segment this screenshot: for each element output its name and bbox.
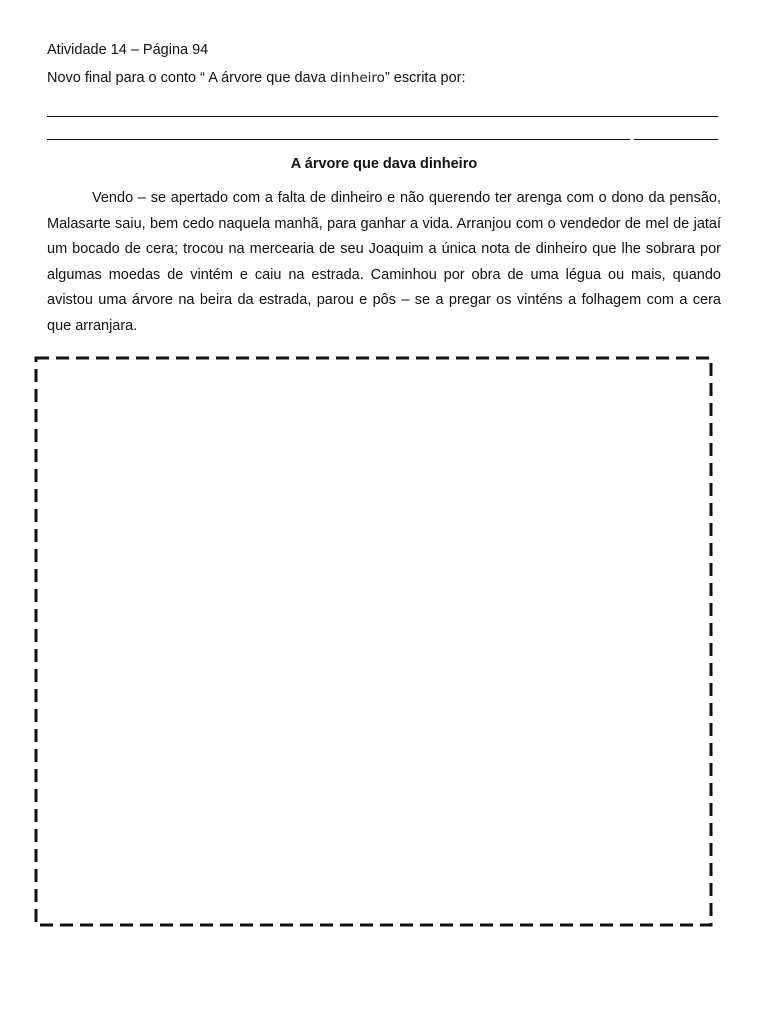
author-name-line-2[interactable] [47,139,718,140]
assignment-story-word: dinheiro [329,70,385,86]
activity-title: Atividade 14 – Página 94 [47,42,209,58]
author-name-line-1[interactable] [47,116,718,117]
assignment-prefix: Novo final para o conto “ A árvore que dava [47,70,330,86]
story-paragraph: Vendo – se apertado com a falta de dinheiro e não querendo ter arenga com o dono da pensão, Malasarte saiu, bem cedo naquela manhã, para ganhar a vida. Arranjou com o vendedor de mel de jataí um bocado de cera; trocou na mercearia de seu Joaquim a única nota de dinheiro que lhe sobrara por algumas moedas de vintém e caiu na estrada. Caminhou por obra de uma légua ou mais, quando avistou uma árvore na beira da estrada, parou e pôs – se a pregar os vinténs a folhagem com a cera que arranjara. [47,190,721,334]
dashed-border [36,358,711,925]
story-title: A árvore que dava dinheiro [290,156,478,172]
line-gap [630,138,634,141]
assignment-line [47,69,466,87]
drawing-area-box[interactable] [34,356,713,927]
assignment-suffix: ” escrita por: [384,70,466,86]
